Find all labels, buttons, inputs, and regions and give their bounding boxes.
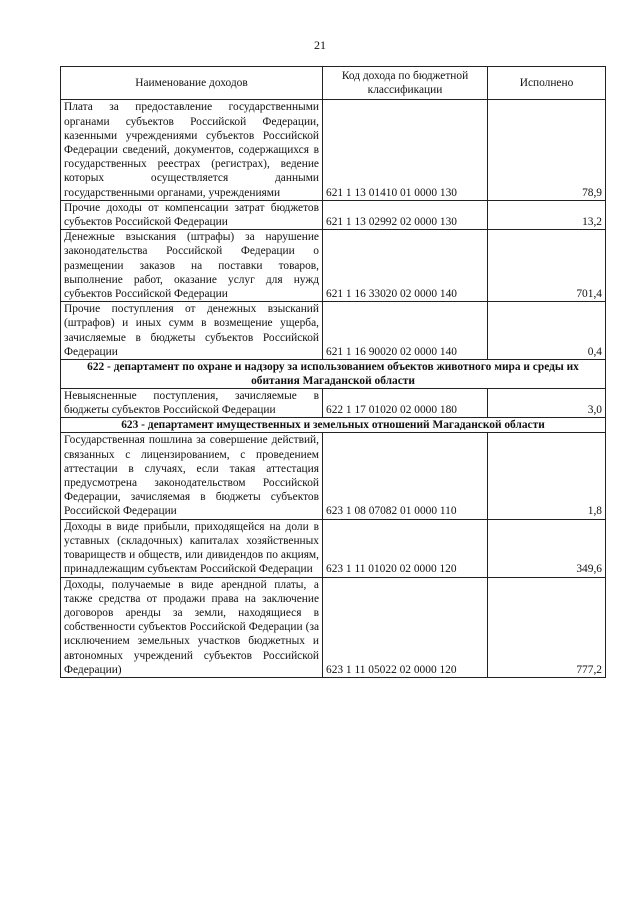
revenue-amount: 78,9 [488,100,606,200]
revenue-name: Денежные взыскания (штрафы) за нарушение законодательства Российской Федерации о размещении заказов на поставки товаров, выполнение работ, оказание услуг для нужд субъектов Российской Федерации [61,230,323,302]
revenue-code: 622 1 17 01020 02 0000 180 [323,389,488,418]
revenue-amount: 0,4 [488,302,606,360]
section-title: 623 - департамент имущественных и земельных отношений Магаданской области [61,418,606,433]
revenue-amount: 1,8 [488,433,606,519]
table-row [61,100,606,200]
revenue-code: 623 1 08 07082 01 0000 110 [323,433,488,519]
revenue-amount: 777,2 [488,577,606,677]
revenue-name: Прочие доходы от компенсации затрат бюджетов субъектов Российской Федерации [61,200,323,229]
table-row [61,433,606,519]
header-executed: Исполнено [488,67,606,100]
table-header-row [61,67,606,100]
table-row [61,200,606,229]
revenue-code: 621 1 16 90020 02 0000 140 [323,302,488,360]
page-number: 21 [314,38,326,52]
revenue-name: Плата за предоставление государственными органами субъектов Российской Федерации, казенными учреждениями субъектов Российской Федерации сведений, документов, содержащихся в государственных реестрах (регистрах), ведение которых осуществляется данными государственными органами, учреждениями [61,100,323,200]
table-row [61,519,606,577]
table-row [61,389,606,418]
section-header-row [61,360,606,389]
revenue-amount: 3,0 [488,389,606,418]
revenue-amount: 701,4 [488,230,606,302]
revenue-code: 621 1 13 02992 02 0000 130 [323,200,488,229]
revenue-name: Доходы в виде прибыли, приходящейся на доли в уставных (складочных) капиталах хозяйственных товариществ и обществ, или дивидендов по акциям, принадлежащим субъектам Российской Федерации [61,519,323,577]
table-row [61,302,606,360]
revenue-amount: 13,2 [488,200,606,229]
header-code: Код дохода по бюджетной классификации [323,67,488,100]
revenue-name: Невыясненные поступления, зачисляемые в бюджеты субъектов Российской Федерации [61,389,323,418]
section-title: 622 - департамент по охране и надзору за использованием объектов животного мира и среды их обитания Магаданской области [61,360,606,389]
revenue-code: 621 1 13 01410 01 0000 130 [323,100,488,200]
revenue-amount: 349,6 [488,519,606,577]
revenue-name: Прочие поступления от денежных взысканий (штрафов) и иных сумм в возмещение ущерба, зачисляемые в бюджеты субъектов Российской Федерации [61,302,323,360]
revenue-table [60,66,606,678]
table-row [61,577,606,677]
revenue-name: Государственная пошлина за совершение действий, связанных с лицензированием, с проведением аттестации в случаях, если такая аттестация предусмотрена законодательством Российской Федерации, зачисляемая в бюджеты субъектов Российской Федерации [61,433,323,519]
revenue-code: 621 1 16 33020 02 0000 140 [323,230,488,302]
table-row [61,230,606,302]
header-name: Наименование доходов [61,67,323,100]
section-header-row [61,418,606,433]
revenue-name: Доходы, получаемые в виде арендной платы, а также средства от продажи права на заключение договоров аренды за земли, находящиеся в собственности субъектов Российской Федерации (за исключением земельных участков бюджетных и автономных учреждений субъектов Российской Федерации) [61,577,323,677]
revenue-code: 623 1 11 01020 02 0000 120 [323,519,488,577]
revenue-code: 623 1 11 05022 02 0000 120 [323,577,488,677]
